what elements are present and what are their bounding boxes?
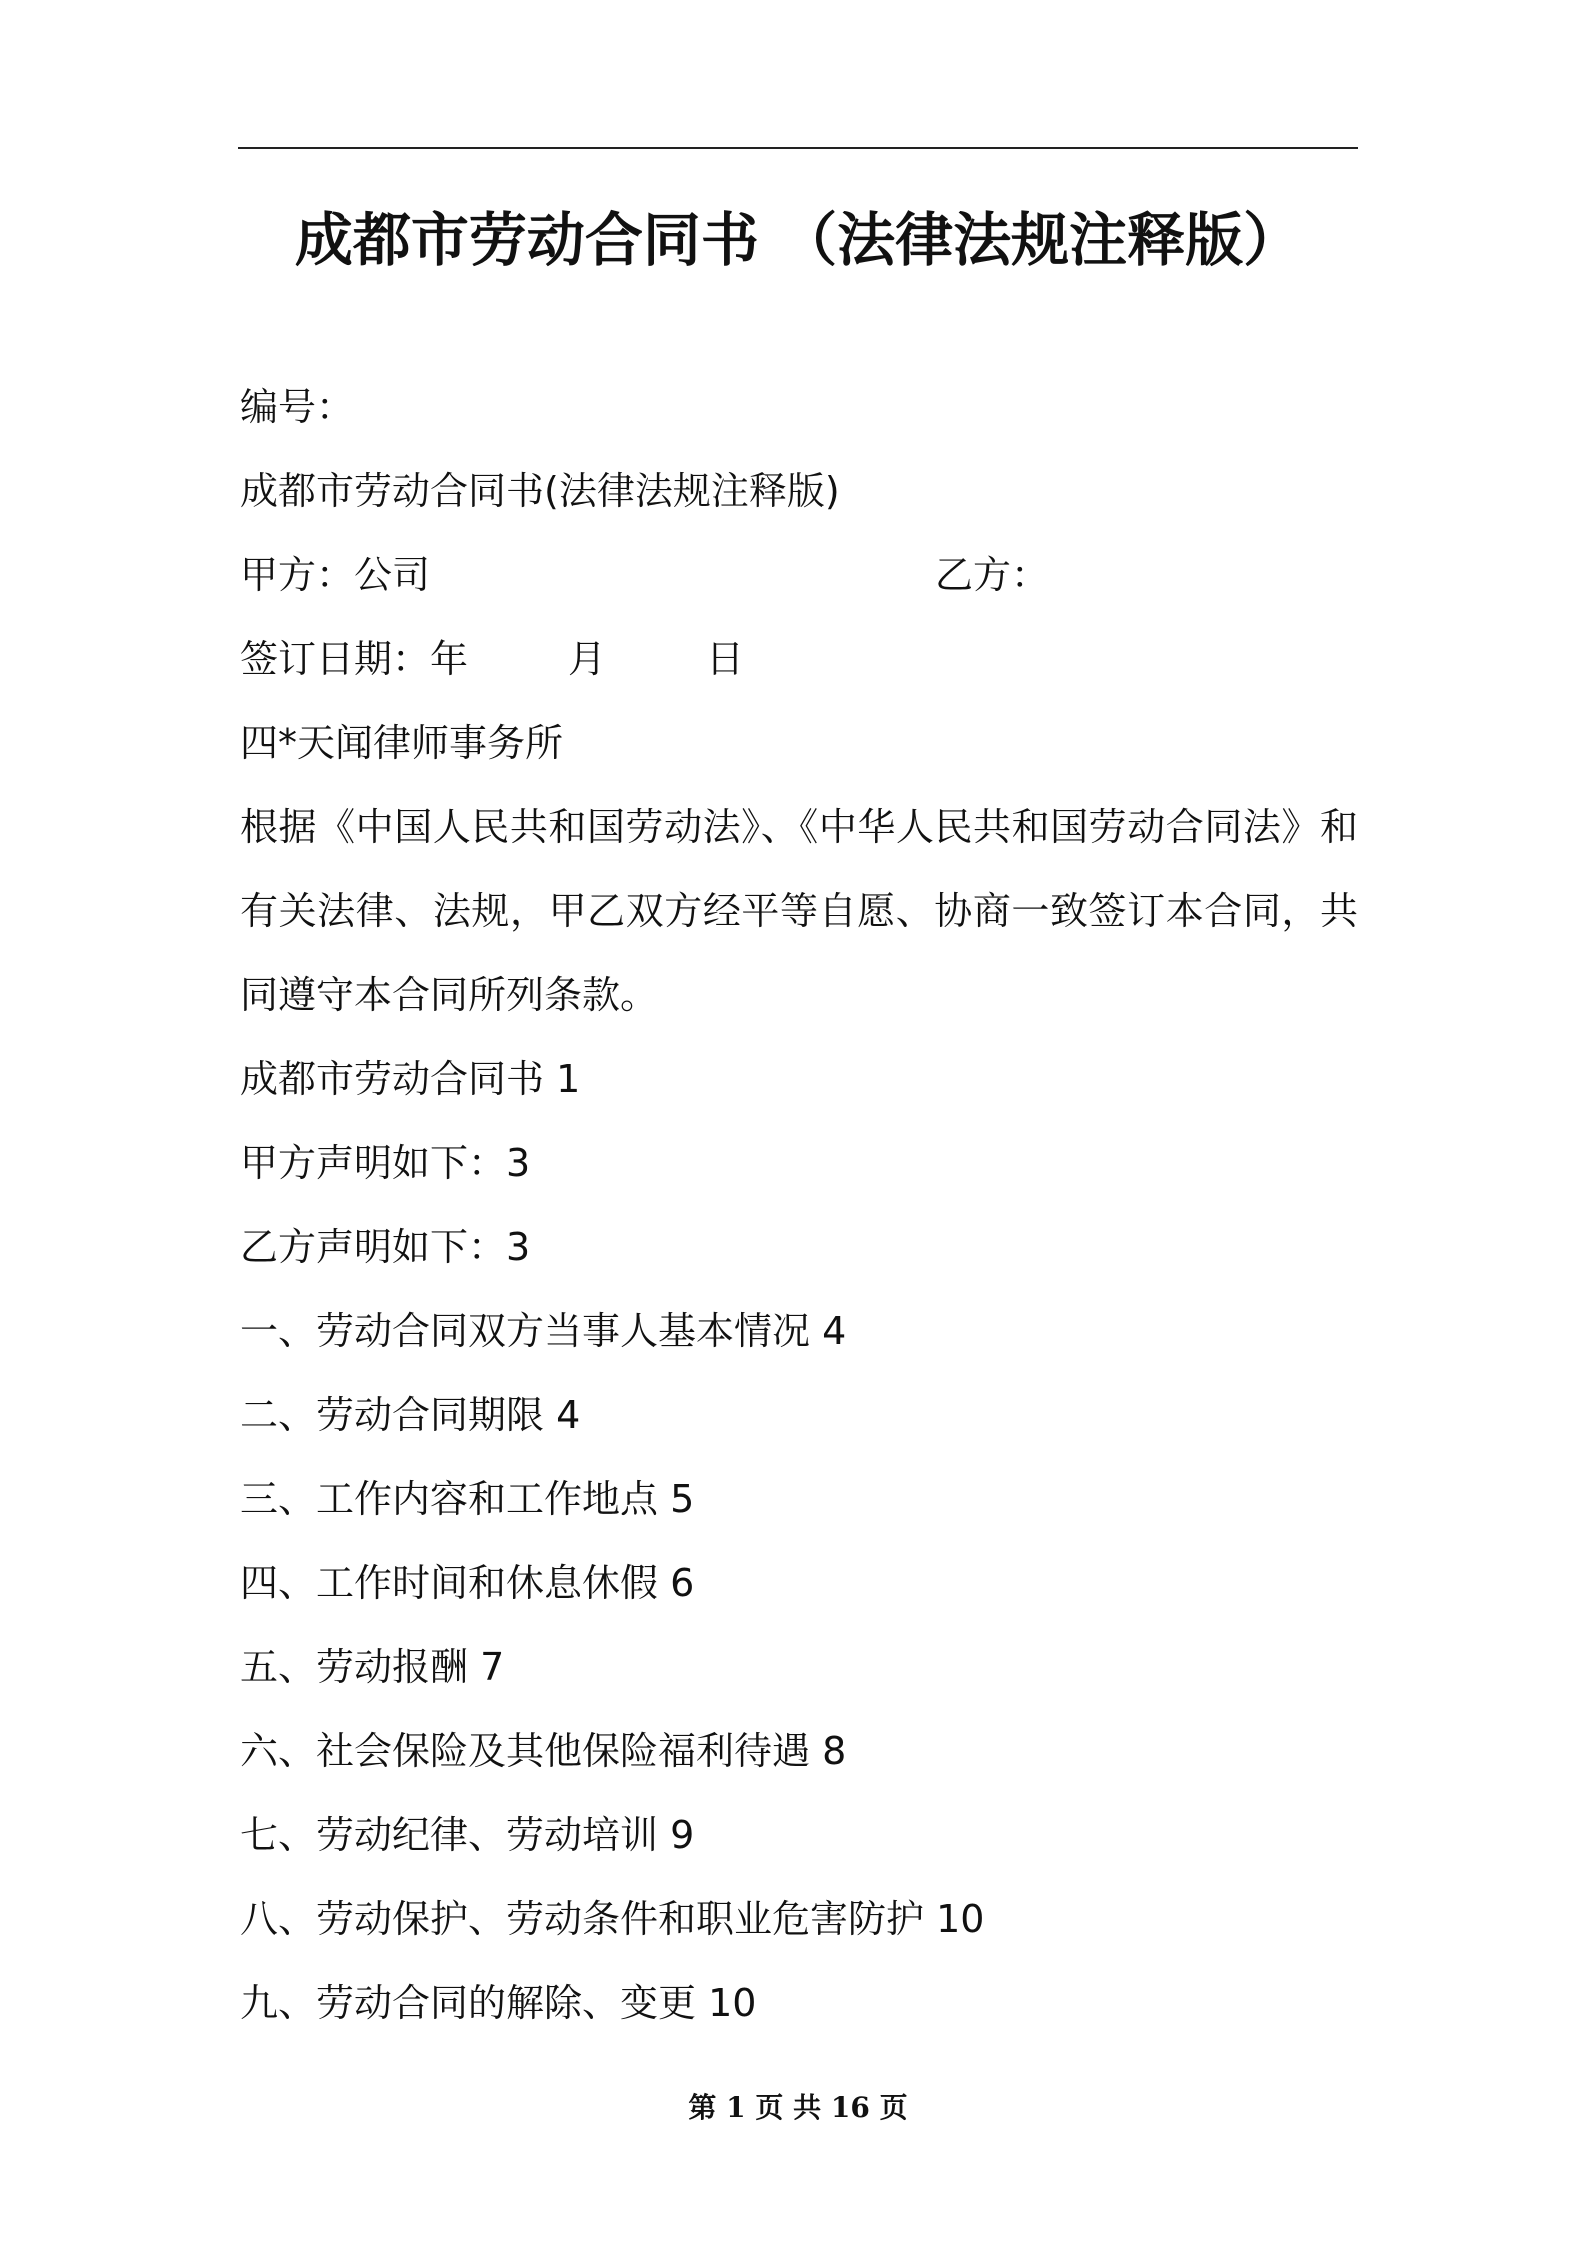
- toc-item: 六、社会保险及其他保险福利待遇 8: [240, 1729, 847, 1773]
- table-of-contents: [240, 1037, 1358, 2045]
- sign-date-month-label: 月: [568, 637, 607, 681]
- parties-row: [240, 533, 1358, 617]
- toc-item: 五、劳动报酬 7: [240, 1645, 505, 1689]
- document-body: [240, 365, 1358, 2045]
- toc-item: 八、劳动保护、劳动条件和职业危害防护 10: [240, 1897, 985, 1941]
- toc-item: 甲方声明如下：3: [240, 1141, 531, 1185]
- sign-date-year-label: 签订日期：年: [240, 637, 469, 681]
- toc-item: 三、工作内容和工作地点 5: [240, 1477, 695, 1521]
- toc-item: 乙方声明如下：3: [240, 1225, 531, 1269]
- toc-item: 四、工作时间和休息休假 6: [240, 1561, 695, 1605]
- sign-date-day-label: 日: [706, 637, 745, 681]
- toc-item: 一、劳动合同双方当事人基本情况 4: [240, 1309, 847, 1353]
- intro-paragraph: 根据《中国人民共和国劳动法》、《中华人民共和国劳动合同法》和有关法律、法规，甲乙双方经平等自愿、协商一致签订本合同，共同遵守本合同所列条款。: [240, 805, 1358, 1017]
- header-divider: [238, 147, 1358, 149]
- page-footer: 第 1 页 共 16 页: [688, 2091, 908, 2124]
- party-a-label: 甲方：公司: [240, 553, 431, 597]
- party-b-label: 乙方：: [935, 553, 1050, 597]
- contract-subtitle: 成都市劳动合同书(法律法规注释版): [240, 469, 840, 513]
- toc-item: 九、劳动合同的解除、变更 10: [240, 1981, 757, 2025]
- toc-item: 七、劳动纪律、劳动培训 9: [240, 1813, 695, 1857]
- law-firm-name: 四*天闻律师事务所: [240, 721, 564, 765]
- contract-number-label: 编号：: [240, 385, 355, 429]
- toc-item: 成都市劳动合同书 1: [240, 1057, 581, 1101]
- document-title: 成都市劳动合同书 （法律法规注释版）: [294, 206, 1302, 274]
- toc-item: 二、劳动合同期限 4: [240, 1393, 581, 1437]
- sign-date-row: [240, 617, 1358, 701]
